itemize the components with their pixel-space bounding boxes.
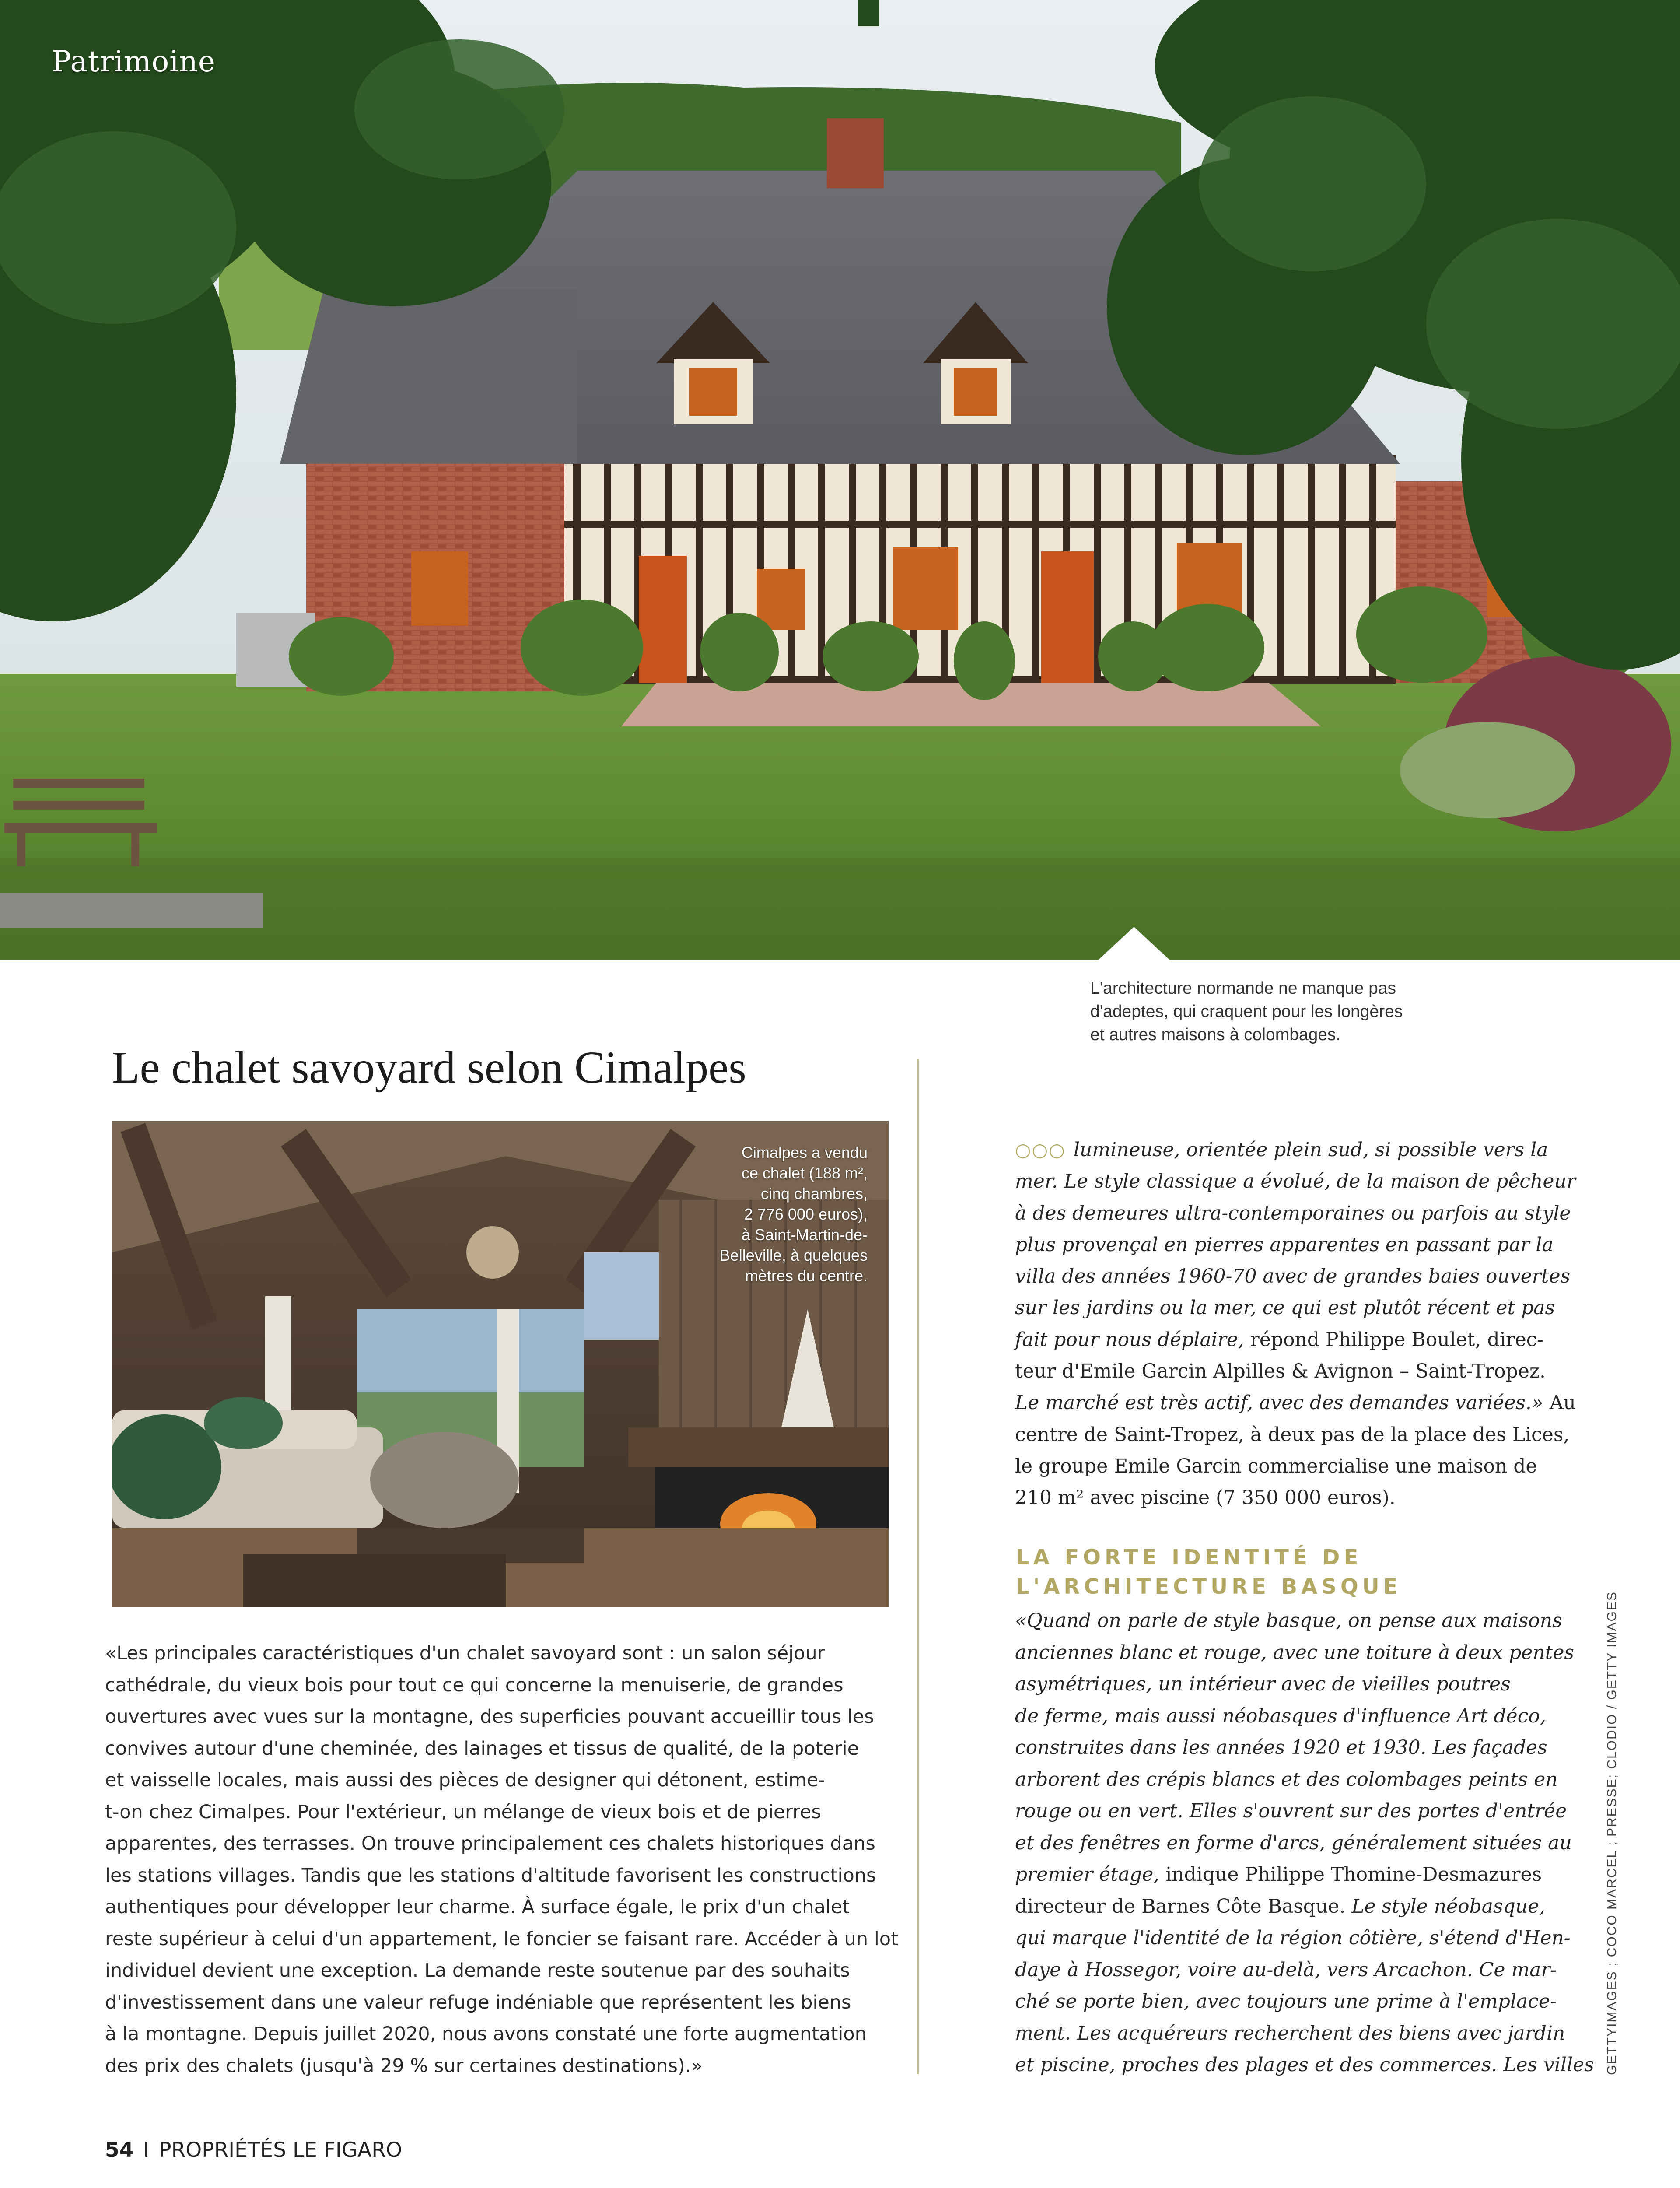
article-line: [1015, 1387, 1576, 1419]
article-line: rouge ou en vert. Elles s'ouvrent sur des portes d'entrée: [1015, 1800, 1567, 1822]
article-line: sur les jardins ou la mer, ce qui est plutôt récent et pas: [1015, 1297, 1555, 1319]
hero-illustration: [0, 0, 1680, 960]
page-number: 54: [105, 2138, 134, 2162]
column-divider: [917, 1059, 919, 2074]
photo-caption-line: mètres du centre.: [745, 1267, 868, 1285]
article-line: et des fenêtres en forme d'arcs, généralement situées au: [1015, 1831, 1572, 1854]
caption-pointer: [1098, 927, 1170, 960]
box-title: Le chalet savoyard selon Cimalpes: [112, 1042, 746, 1093]
article-line: centre de Saint-Tropez, à deux pas de la place des Lices,: [1015, 1423, 1570, 1446]
chalet-photo: [112, 1121, 889, 1607]
article-text: directeur de Barnes Côte Basque.: [1015, 1895, 1352, 1918]
article-line: asymétriques, un intérieur avec de vieilles poutres: [1015, 1673, 1511, 1695]
quote-line: «Les principales caractéristiques d'un chalet savoyard sont : un salon séjour: [105, 1642, 825, 1664]
article-line: [1015, 1859, 1542, 1891]
article-line: daye à Hossegor, voire au-delà, vers Arcachon. Ce mar-: [1015, 1958, 1557, 1981]
article-line: villa des années 1960-70 avec de grandes baies ouvertes: [1015, 1265, 1571, 1288]
photo-caption-line: à Saint-Martin-de-: [741, 1226, 868, 1244]
quote-line: convives autour d'une cheminée, des lainages et tissus de qualité, de la poterie: [105, 1737, 859, 1760]
photo-caption-line: cinq chambres,: [760, 1185, 868, 1203]
quote-line: reste supérieur à celui d'un appartement, le foncier se faisant rare. Accéder à un lot: [105, 1928, 898, 1950]
article-line: [1015, 1891, 1546, 1923]
quote-line: ouvertures avec vues sur la montagne, des superficies pouvant accueillir tous les: [105, 1706, 874, 1728]
photo-caption-line: ce chalet (188 m²,: [741, 1164, 868, 1182]
article-line: et piscine, proches des plages et des commerces. Les villes: [1015, 2054, 1594, 2076]
box-quote: [105, 1637, 898, 2082]
article-line: 210 m² avec piscine (7 350 000 euros).: [1015, 1487, 1396, 1509]
article-text: répond Philippe Boulet, direc-: [1244, 1328, 1544, 1351]
hero-caption-line: et autres maisons à colombages.: [1090, 1025, 1341, 1044]
article-text: fait pour nous déplaire,: [1015, 1328, 1244, 1351]
article-line: [1015, 1324, 1544, 1356]
article-line: qui marque l'identité de la région côtière, s'étend d'Hen-: [1015, 1927, 1571, 1949]
photo-caption: [684, 1142, 868, 1286]
quote-line: cathédrale, du vieux bois pour tout ce qui concerne la menuiserie, de grandes: [105, 1674, 844, 1696]
article-line: mer. Le style classique a évolué, de la maison de pêcheur: [1015, 1170, 1576, 1193]
hero-caption-line: L'architecture normande ne manque pas: [1090, 979, 1396, 998]
article-line: de ferme, mais aussi néobasques d'influence Art déco,: [1015, 1704, 1546, 1727]
article-text: premier étage,: [1015, 1863, 1160, 1886]
quote-line: individuel devient une exception. La demande reste soutenue par des souhaits: [105, 1960, 850, 1981]
article-line: ché se porte bien, avec toujours une prime à l'emplace-: [1015, 1990, 1557, 2013]
article-line: teur d'Emile Garcin Alpilles & Avignon – Saint-Tropez.: [1015, 1360, 1546, 1383]
article-line: anciennes blanc et rouge, avec une toiture à deux pentes: [1015, 1641, 1574, 1664]
quote-line: t-on chez Cimalpes. Pour l'extérieur, un mélange de vieux bois et de pierres: [105, 1801, 821, 1823]
article-text: Le marché est très actif, avec des demandes variées.»: [1015, 1392, 1544, 1414]
article-line: [1015, 1134, 1548, 1166]
footer-separator: I: [143, 2138, 150, 2162]
article-paragraph-2: [1015, 1605, 1594, 2081]
publication-name: PROPRIÉTÉS LE FIGARO: [159, 2138, 402, 2162]
article-line: à des demeures ultra-contemporaines ou parfois au style: [1015, 1202, 1571, 1224]
quote-line: et vaisselle locales, mais aussi des pièces de designer qui détonent, estime-: [105, 1769, 825, 1791]
hero-photo: [0, 0, 1680, 960]
photo-caption-line: Cimalpes a vendu: [741, 1143, 868, 1161]
hero-caption: [1090, 977, 1484, 1046]
article-line: «Quand on parle de style basque, on pense aux maisons: [1015, 1609, 1562, 1632]
quote-line: d'investissement dans une valeur refuge indéniable que représentent les biens: [105, 1991, 851, 2013]
article-line: le groupe Emile Garcin commercialise une maison de: [1015, 1455, 1537, 1477]
article-line: construites dans les années 1920 et 1930. Les façades: [1015, 1736, 1547, 1759]
hero-caption-line: d'adeptes, qui craquent pour les longères: [1090, 1002, 1403, 1021]
quote-line: à la montagne. Depuis juillet 2020, nous avons constaté une forte augmentation: [105, 2023, 867, 2045]
quote-line: des prix des chalets (jusqu'à 29 % sur certaines destinations).»: [105, 2055, 703, 2077]
ornament-icon: ○○○: [1015, 1139, 1066, 1161]
article-subhead: [1016, 1543, 1541, 1602]
photo-caption-line: Belleville, à quelques: [719, 1246, 868, 1264]
article-text: indique Philippe Thomine-Desmazures: [1159, 1863, 1542, 1886]
photo-credit: GETTYIMAGES ; COCO MARCEL ; PRESSE; CLODIO / GETTY IMAGES: [1605, 1591, 1619, 2075]
photo-caption-line: 2 776 000 euros),: [744, 1205, 868, 1223]
article-line: ment. Les acquéreurs recherchent des biens avec jardin: [1015, 2022, 1565, 2044]
article-paragraph-1: [1015, 1134, 1576, 1514]
section-label: Patrimoine: [52, 45, 216, 78]
quote-line: authentiques pour développer leur charme. À surface égale, le prix d'un chalet: [105, 1896, 850, 1918]
page-footer: [105, 2138, 402, 2162]
subhead-line: L'ARCHITECTURE BASQUE: [1016, 1574, 1402, 1599]
quote-line: apparentes, des terrasses. On trouve principalement ces chalets historiques dans: [105, 1833, 875, 1855]
subhead-line: LA FORTE IDENTITÉ DE: [1016, 1545, 1362, 1570]
article-line: plus provençal en pierres apparentes en passant par la: [1015, 1233, 1554, 1256]
article-line: arborent des crépis blancs et des colombages peints en: [1015, 1768, 1558, 1791]
article-text: Au: [1543, 1392, 1576, 1414]
article-text: Le style néobasque,: [1351, 1895, 1546, 1918]
quote-line: les stations villages. Tandis que les stations d'altitude favorisent les constructions: [105, 1864, 876, 1886]
article-text: lumineuse, orientée plein sud, si possible vers la: [1073, 1139, 1548, 1161]
